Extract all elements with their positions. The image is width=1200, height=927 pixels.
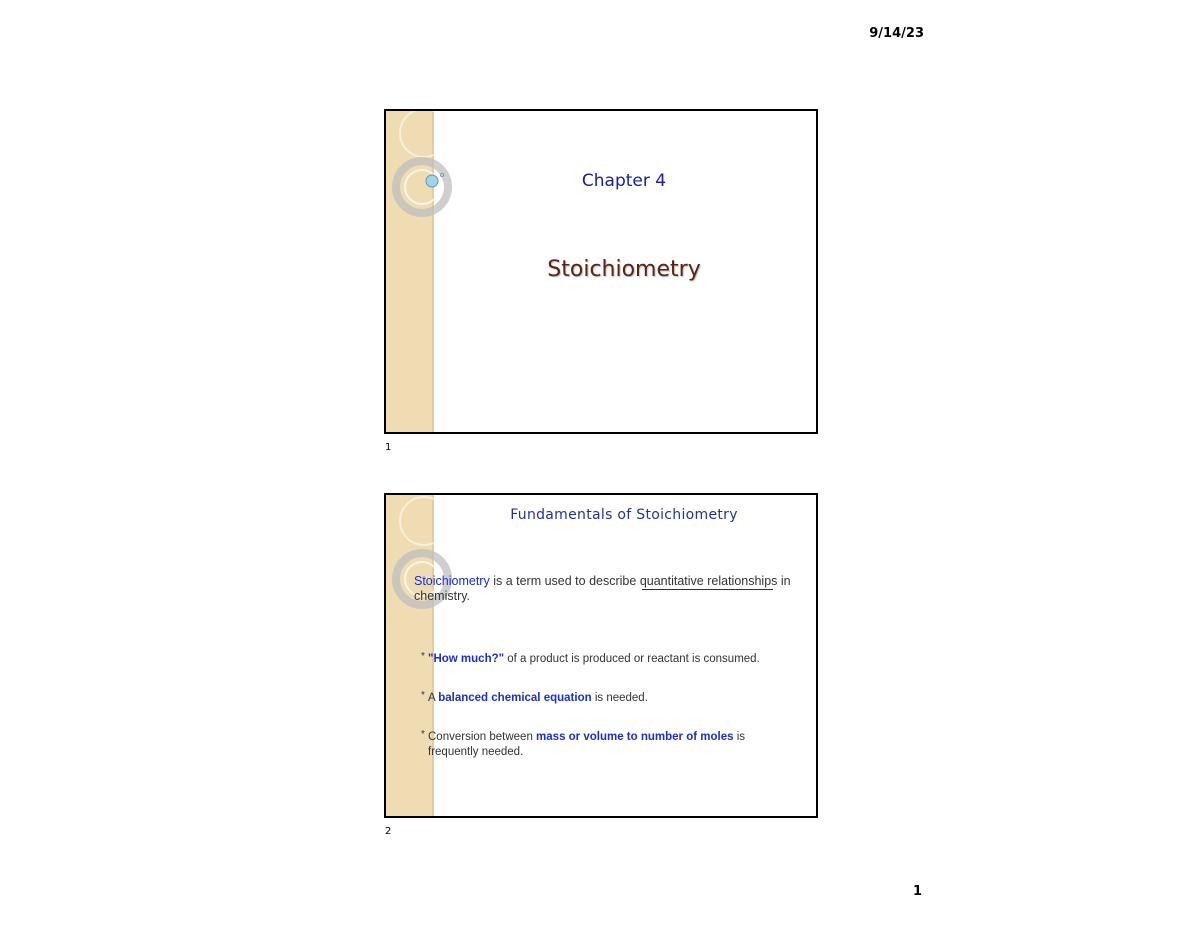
term-stoichiometry: Stoichiometry [414,574,490,588]
chapter-heading: Chapter 4 [581,171,667,191]
bullet-highlight: "How much?" [428,653,505,665]
bullet-mark: * [421,729,425,740]
slide-title: Fundamentals of Stoichiometry [510,507,738,523]
emphasis-underlined [640,574,778,588]
intro-text-1: is a term used to describe [489,574,640,588]
slide-number: 1 [385,442,392,453]
bullet-mark: * [421,690,425,701]
bullet-prefix: A [428,692,439,704]
bullet-highlight: balanced chemical equation [438,692,592,704]
bullet-highlight: mass or volume to number of moles [536,731,734,743]
bullet-item [421,651,798,667]
intro-text-2: in chemistry. [414,574,791,603]
emphasis-text: quantitative relationships [639,574,778,588]
slide-1 [384,109,818,434]
slide-2 [384,493,818,818]
bullet-text: is needed. [591,692,648,704]
bullet-text: of a product is produced or reactant is consumed. [504,653,760,665]
bullet-prefix: Conversion between [428,731,537,743]
slide-title: Stoichiometry [547,257,701,282]
bullet-item [421,690,798,706]
page-number: 1 [912,884,922,899]
slide-number: 2 [385,826,392,837]
bullet-text: is frequently needed. [428,731,746,758]
bullet-mark: * [421,651,425,662]
page-date: 9/14/23 [869,26,924,41]
bullet-item [421,729,798,760]
intro-paragraph [414,574,806,604]
